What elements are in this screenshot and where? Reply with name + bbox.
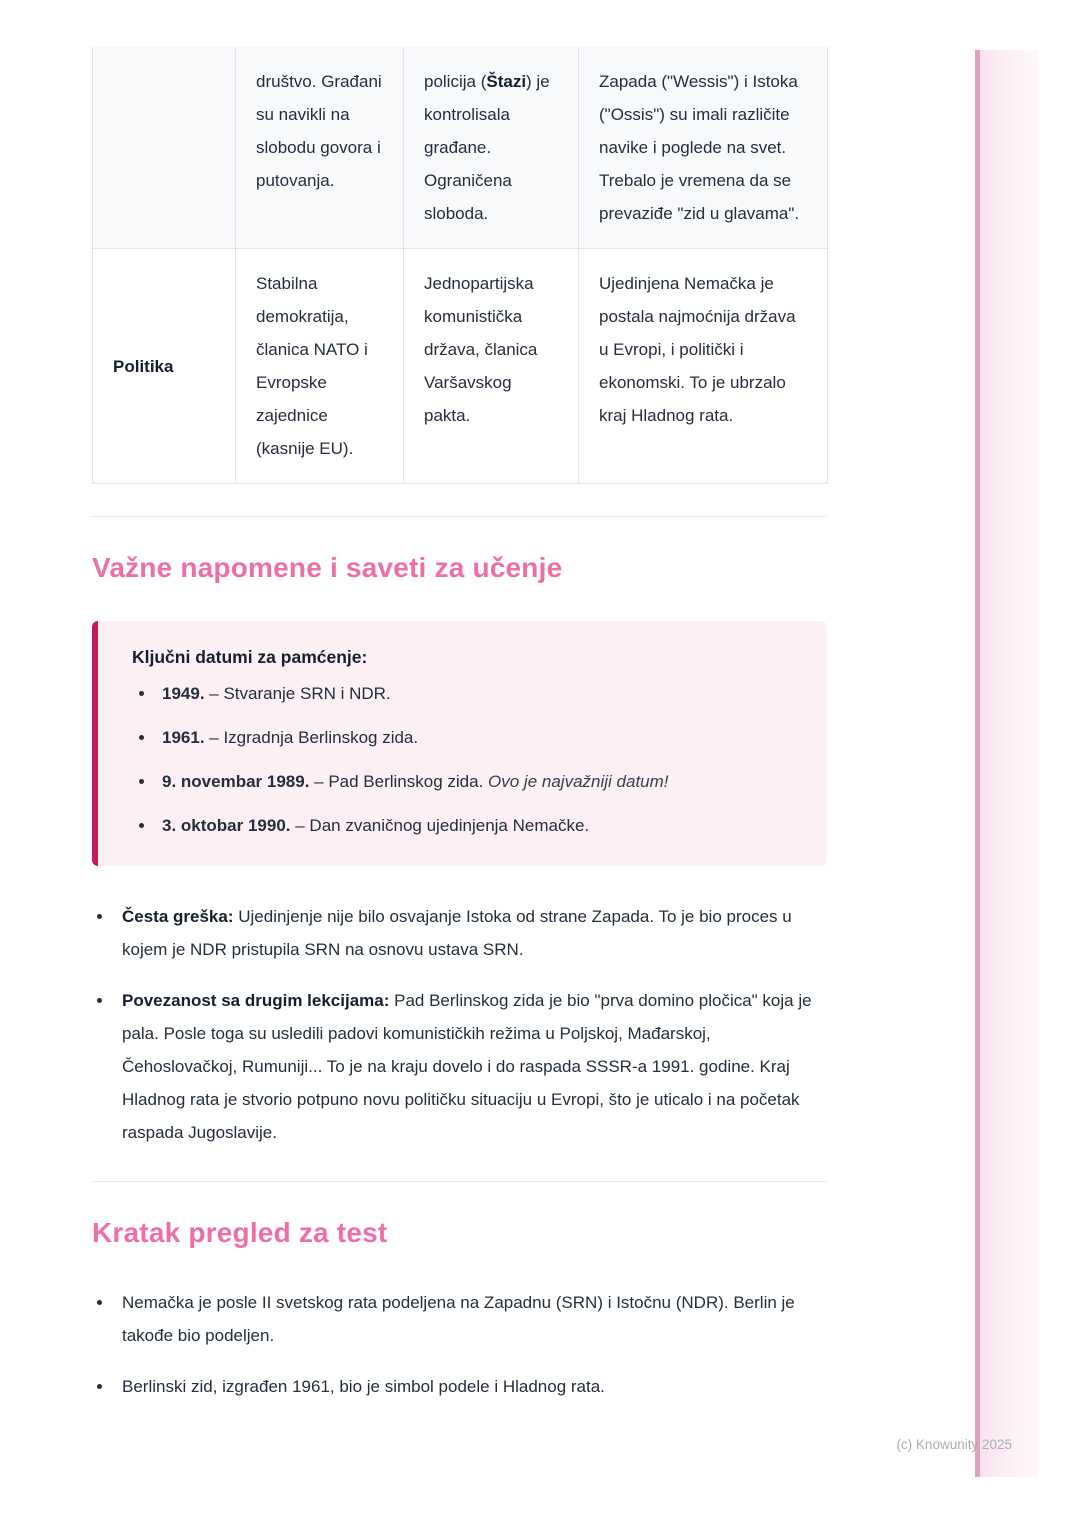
section-title-notes: Važne napomene i saveti za učenje [92,552,563,583]
date-text: – Dan zvaničnog ujedinjenja Nemačke. [290,816,590,835]
table-cell [579,249,828,484]
note-text: Pad Berlinskog zida je bio "prva domino pločica" koja je pala. Posle toga su usledili padovi komunističkih režima u Poljskoj, Mađarskoj, Čehoslovačkoj, Rumuniji... To je na kraju dovelo i do raspada SSSR-a 1991. godine. Kraj Hladnog rata je stvorio potpuno novu političku situaciju u Evropi, što je uticalo i na početak raspada Jugoslavije. [122,991,812,1142]
comparison-table [92,47,828,484]
study-notes-list [92,900,827,1149]
key-dates-list [132,680,799,840]
cell-text-bold: Štazi [486,72,527,91]
list-item [156,724,799,752]
footer-credit: (c) Knowunity 2025 [896,1437,1012,1452]
list-item [156,680,799,708]
list-item [156,812,799,840]
cell-text: društvo. Građani su navikli na slobodu govora i putovanja. [256,72,382,190]
table-cell [236,47,404,249]
date-bold: 3. oktobar 1990. [162,816,291,835]
list-item: • Nemačka je posle II svetskog rata podeljena na Zapadnu (SRN) i Istočnu (NDR). Berlin je takođe bio podeljen. [114,1286,827,1352]
section-title-review: Kratak pregled za test [92,1217,388,1248]
key-dates-callout [92,621,827,866]
section-divider [92,1181,827,1182]
note-lead-bold: Povezanost sa drugim lekcijama: [122,991,390,1010]
note-lead-bold: Česta greška: [122,907,234,926]
list-item [156,768,799,796]
date-text: – Pad Berlinskog zida. [309,772,489,791]
row-header-cell [93,47,236,249]
list-item [114,900,827,966]
date-text: – Izgradnja Berlinskog zida. [204,728,419,747]
date-text: – Stvaranje SRN i NDR. [204,684,391,703]
note-text: Ujedinjenje nije bilo osvajanje Istoka od strane Zapada. To je bio proces u kojem je NDR pristupila SRN na osnovu ustava SRN. [122,907,792,959]
cell-text: policija ( [424,72,487,91]
callout-title: Ključni datumi za pamćenje: [132,647,368,667]
table-cell [236,249,404,484]
cell-text: Ujedinjena Nemačka je postala najmoćnija država u Evropi, i politički i ekonomski. To je ubrzalo kraj Hladnog rata. [599,274,796,425]
cell-text: Stabilna demokratija, članica NATO i Evropske zajednice (kasnije EU). [256,274,368,458]
date-bold: 1961. [162,728,205,747]
table-row [93,249,828,484]
date-bold: 1949. [162,684,205,703]
review-list [92,1286,827,1403]
cell-text: ) je kontrolisala građane. Ograničena sloboda. [424,72,550,223]
table-cell [404,47,579,249]
page-edge-strip [975,50,1038,1477]
list-item: • Berlinski zid, izgrađen 1961, bio je simbol podele i Hladnog rata. [114,1370,827,1403]
date-bold: 9. novembar 1989. [162,772,310,791]
list-item [114,984,827,1149]
table-row [93,47,828,249]
table-cell [579,47,828,249]
cell-text: Zapada ("Wessis") i Istoka ("Ossis") su imali različite navike i poglede na svet. Trebalo je vremena da se prevaziđe "zid u glavama". [599,72,800,223]
section-divider [92,516,827,517]
document-content [92,0,827,1403]
cell-text: Jednopartijska komunistička država, članica Varšavskog pakta. [424,274,538,425]
date-emphasis: Ovo je najvažniji datum! [488,772,669,791]
table-cell [404,249,579,484]
row-header-cell: Politika [93,249,236,484]
